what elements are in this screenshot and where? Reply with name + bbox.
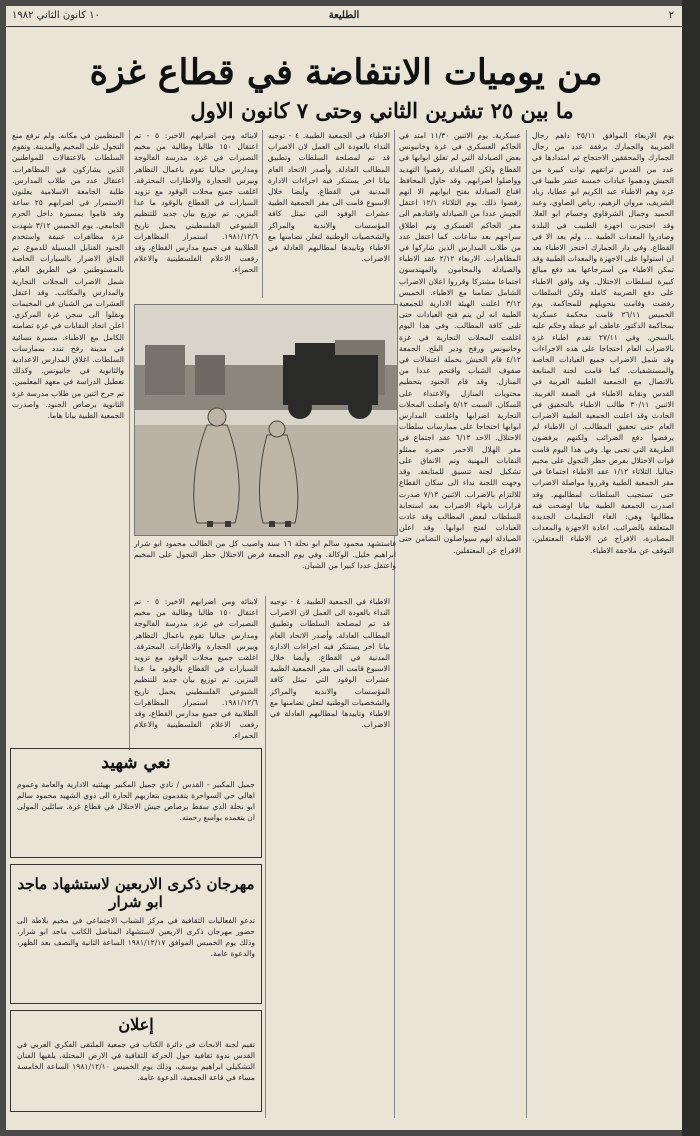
obituary-title: نعي شهيد [101,753,171,773]
binding-spine [682,0,700,1136]
column-divider [526,130,527,1118]
obituary-body: جميل المكبير - القدس / نادي جميل المكبير بهيئتيه الادارية والعامة وعموم اهالي حي السواحرة يتقدمون بتعازيهم الحارة الى ذوي الشهيد محمود سالم ابو نحلة الذي سقط برصاص جيش الاحتلال في قطاع غزة. سائلين المولى ان يتغمده بواسع رحمته. [17,780,255,822]
column-divider [394,130,395,1118]
column-1-text: يوم الاربعاء الموافق ٢٥/١١ داهم رجال الضريبة والجمارك برفقة عدد من رجال الجمارك والمحققين الاحتجاج ثم امتدادها في عدد من القدس تراتقهم ثوات كبيرة من الجيش ودهموا عيادات خمسة عشر طبيبا في غزة وهم الاطباء عبد الكريم ابو عطايا، زياد الشريف، مروان الزهيم، رياض الصاوي، وعبد الحميد وجمال الشرقاوي وحسام ابو العلا. وقد احتجزت اجهزة الطبيب في البلدة وصادروا المعدات الطبية ... ولم يعد الا في القطاع. وفي دار الجمارك احتجز الاطباء بعد ان استولوا على الاجهزة والمعدات الطبية وقد تمكن الاطباء من استرجاعها بعد دفع مبالغ كبيرة لسلطات الاحتلال. وقد وافق الاطباء على دفع الضريبة كاملة ولكن السلطات رفضت وقامت بتحويلهم للمحاكمة. يوم الخميس ٢٦/١١ قامت محكمة عسكرية بمحاكمة الدكتور عاطف ابو عيطة وحكم عليه بالسجن. وفي ٢٧/١١ تقدم اطباء غزة بالاضراب العام احتجاجا على هذه الاجراءات وقد شمل الاضراب جميع العيادات الخاصة والمستشفيات. كما قامت لجنة المتابعة بالاتصال مع الجمعية الطبية العربية في القدس ونقابة الاطباء في الضفة الغربية. الاثنين ٣٠/١١ طالب الاطباء بالتحقيق في الحادث وقد اعلنت الجمعية الطبية الاضراب العام حتى تحقيق المطالب. ان الاطباء لم يرفضوا دفع الضرائب ولكنهم يرفضون الطريقة التي تجبى بها. وفي هذا اليوم قامت قوات الاحتلال بفرض حظر التجول على مخيم جباليا. الثلاثاء ١/١٢ عقد الاطباء اجتماعا في مقر الجمعية الطبية وقرروا مواصلة الاضراب حتى تستجيب السلطات لمطالبهم. وقد اصدرت الجمعية الطبية بيانا اوضحت فيه مطالبها وهي: الغاء التعليمات الجديدة المتعلقة بالضرائب، اعادة الاجهزة والمعدات المصادرة، الافراج عن الاطباء المعتقلين، التوقف عن ملاحقة الاطباء. [532,131,674,555]
issue-date: ١٠ كانون الثاني ١٩٨٢ [12,10,100,21]
column-3-text: الاطباء في الجمعية الطبية. ٤ - توجيه النداء بالعودة الى العمل لان الاضراب قد تم لمصلحة السلطات وتطبيق المطالب العادلة. وأصدر الاتحاد العام بيانا اخر يستنكر فيه اجراءات الادارة المدنية في القطاع. وأيضا خلال الاسبوع قامت الى مقر الجمعية الطبية عشرات الوفود التي تمثل كافة المؤسسات والاندية والمراكز والشخصيات الوطنية لتعلن تضامنها مع الاطباء وتاييدها لمطالبهم العادلة في الاضراب. [268,131,390,264]
photo-illustration [135,305,397,535]
column-4-lower-text: لابنائه ومن اضرابهم الاخير: ٥ - تم اعتقال ١٥٠ طالبا وطالبة من مخيم النصيرات في غزة. مدرسة الفالوجة ومدارس جباليا تقوم باعمال التظاهر وبيرس الحجارة والاطارات المحترقة. اغلقت جميع محلات الوقود مع تزويد السيارات في القطاع بالوقود ما عدا البنزين. تم توزيع بيان جديد للتنظيم الشيوعي الفلسطيني يحمل تاريخ ١٩٨١/١٢/٦. استمرار المظاهرات الطلابية في جميع مدارس القطاع، وقد رفعت الاعلام الفلسطينية والاعلام الحمراء. [134,597,258,741]
article-column-4 [134,130,258,298]
column-4-text: لابنائه ومن اضرابهم الاخير: ٥ - تم اعتقال ١٥٠ طالبا وطالبة من مخيم النصيرات في غزة. مدرسة الفالوجة ومدارس جباليا تقوم باعمال التظاهر وبيرس الحجارة والاطارات المحترقة. اغلقت جميع محلات الوقود مع تزويد السيارات في القطاع بالوقود ما عدا البنزين. تم توزيع بيان جديد للتنظيم الشيوعي الفلسطيني يحمل تاريخ ١٩٨١/١٢/٦. استمرار المظاهرات الطلابية في جميع مدارس القطاع، وقد رفعت الاعلام الفلسطينية والاعلام الحمراء. [134,131,258,275]
article-column-2 [399,130,521,1118]
news-photograph [134,304,398,536]
column-divider [129,130,130,750]
newspaper-page [6,6,682,1130]
article-column-4-lower [134,596,258,744]
article-column-3-lower [270,596,390,1118]
column-divider [265,596,266,1118]
paper-name: الطليعة [328,10,360,21]
festival-title: مهرجان ذكرى الاربعين لاستشهاد ماجد ابو شرار [17,875,255,911]
article-column-3 [268,130,390,298]
column-divider [262,130,263,298]
obituary-box [10,748,262,858]
column-5-text: المنظمين في مكانه. ولم ترفع منع التجول على المخيم والمدينة. وتقوم السلطات بالاعتقالات للمواطنين الذين يشاركون في المظاهرات. اعتقال عدد من طلاب المدارس. طلبة الجامعة الاسلامية يعلنون الاستمرار في اضرابهم ٢٥ ساعة وقد قاموا بمسيرة داخل الحرم الجامعي. يوم الخميس ٣/١٢ شهدت غزة مظاهرات عنيفة واستخدم الجنود القنابل المسيلة للدموع. تم الحاق الاضرار بالسيارات الخاصة بالمستوطنين في الطريق العام. شمل الاضراب المحلات التجارية والمدارس والمكاتب. وقد اعتقل العشرات من الشبان في المخيمات ونقلوا الى سجن غزة المركزي. اعلن اتحاد النقابات في غزة تضامنه الكامل مع الاطباء. مسيرة نسائية في مدينة رفح تندد بممارسات السلطات. اغلاق المدارس الاعدادية والثانوية في خانيونس. وكذلك تعطيل الدراسة في معهد المعلمين. تم جرح اثنين من طلاب مدرسة غزة الثانوية برصاص الجنود. واصدرت الجمعية الطبية بيانا هاما. [12,131,124,421]
page-header [6,6,682,27]
announcement-title: إعلان [118,1015,154,1034]
announcement-body: تقيم لجنة الابحاث في دائرة الكتاب في جمعية الملتقى الفكري العربي في القدس ندوة ثقافية حول الحركة الثقافية في الارض المحتلة، يلقيها الفنان التشكيلي ابراهيم يوسف، وذلك يوم الخميس ١٩٨١/١٢/١٠ الساعة الخامسة مساء في قاعة الجمعية، الدعوة عامة. [17,1040,255,1082]
festival-box [10,864,262,1004]
announcement-box [10,1010,262,1112]
page-number: ٢ [668,10,674,21]
festival-body: تدعو الفعاليات الثقافية في مركز الشباب الاجتماعي في مخيم بلاطة الى حضور مهرجان ذكرى الاربعين لاستشهاد المناضل الكاتب ماجد ابو شرار، وذلك يوم الخميس الموافق ١٩٨١/١٢/١٧ الساعة الثانية والنصف بعد الظهر، والدعوة عامة. [17,916,255,958]
page-headline: من يوميات الانتفاضة في قطاع غزة [89,52,603,93]
column-2-text: عسكرية. يوم الاثنين ١١/٣٠ امتد في الحاكم العسكري في غزة وخانيونس بعض الصيادلة التي لم تغلق ابوابها في القطاع ولكن الصيادلة رفضوا التهديد وواصلوا اضرابهم. وقد حاول المحافظ اقناع الصيادلة بفتح ابوابهم الا انهم رفضوا ذلك. يوم الثلاثاء ١٢/١ اعتقل الجيش عددا من الصيادلة واقتادهم الى مقر الحاكم العسكري وتم اطلاق سراحهم بعد ساعات. كما اعتقل عدد من طلاب المدارس الذين شاركوا في المظاهرات. الاربعاء ٢/١٢ عقد الاطباء والصيادلة والمحامون والمهندسون اجتماعا مشتركا وقرروا اعلان الاضراب الشامل تضامنا مع الاطباء. الخميس ٣/١٢ اعلنت الهيئة الادارية للجمعية الطبية انه لن يتم فتح العيادات حتى تلبى كافة المطالب. وفي هذا اليوم اغلقت المحلات التجارية في غزة وخانيونس ورفح ودير البلح. الجمعة ٤/١٢ قام الجيش بحملة اعتقالات في صفوف الشباب واقتحم عددا من المنازل. وقد قام الجنود بتحطيم محتويات المنازل والاعتداء على السكان. السبت ٥/١٢ واصلت المحلات التجارية اضرابها واغلقت المدارس ابوابها احتجاجا على ممارسات سلطات الاحتلال. الاحد ٦/١٢ عقد اجتماع في مقر الهلال الاحمر حضره ممثلو النقابات المهنية وتم الاتفاق على تشكيل لجنة تنسيق للمتابعة. وقد وجهت اللجنة نداء الى سكان القطاع للالتزام بالاضراب. الاثنين ٧/١٢ صدرت قرارات بانهاء الاضراب بعد استجابة السلطات لبعض المطالب وقد عادت العيادات لفتح ابوابها. وقد اعلن الصيادلة انهم سيواصلون التضامن حتى الافراج عن المعتقلين. [399,131,521,555]
page-subheadline: ما بين ٢٥ تشرين الثاني وحتى ٧ كانون الاول [190,98,574,123]
article-column-5 [12,130,124,742]
article-column-1 [532,130,674,1118]
column-3-lower-text: الاطباء في الجمعية الطبية. ٤ - توجيه النداء بالعودة الى العمل لان الاضراب قد تم لمصلحة السلطات وتطبيق المطالب العادلة. وأصدر الاتحاد العام بيانا اخر يستنكر فيه اجراءات الادارة المدنية في القطاع. وأيضا خلال الاسبوع قامت الى مقر الجمعية الطبية عشرات الوفود التي تمثل كافة المؤسسات والاندية والمراكز والشخصيات الوطنية لتعلن تضامنها مع الاطباء وتاييدها لمطالبهم العادلة في الاضراب. [270,597,390,730]
photo-caption-text: فاستشهد محمود سالم ابو نحلة ١٦ سنة واصيب كل من الطالب محمود ابو شرار ابراهيم خليل. الوكالة. وفي يوم الجمعة فرض الاحتلال حظر التجول على المخيم واعتقل عددا كبيرا من الشبان. [134,539,396,570]
